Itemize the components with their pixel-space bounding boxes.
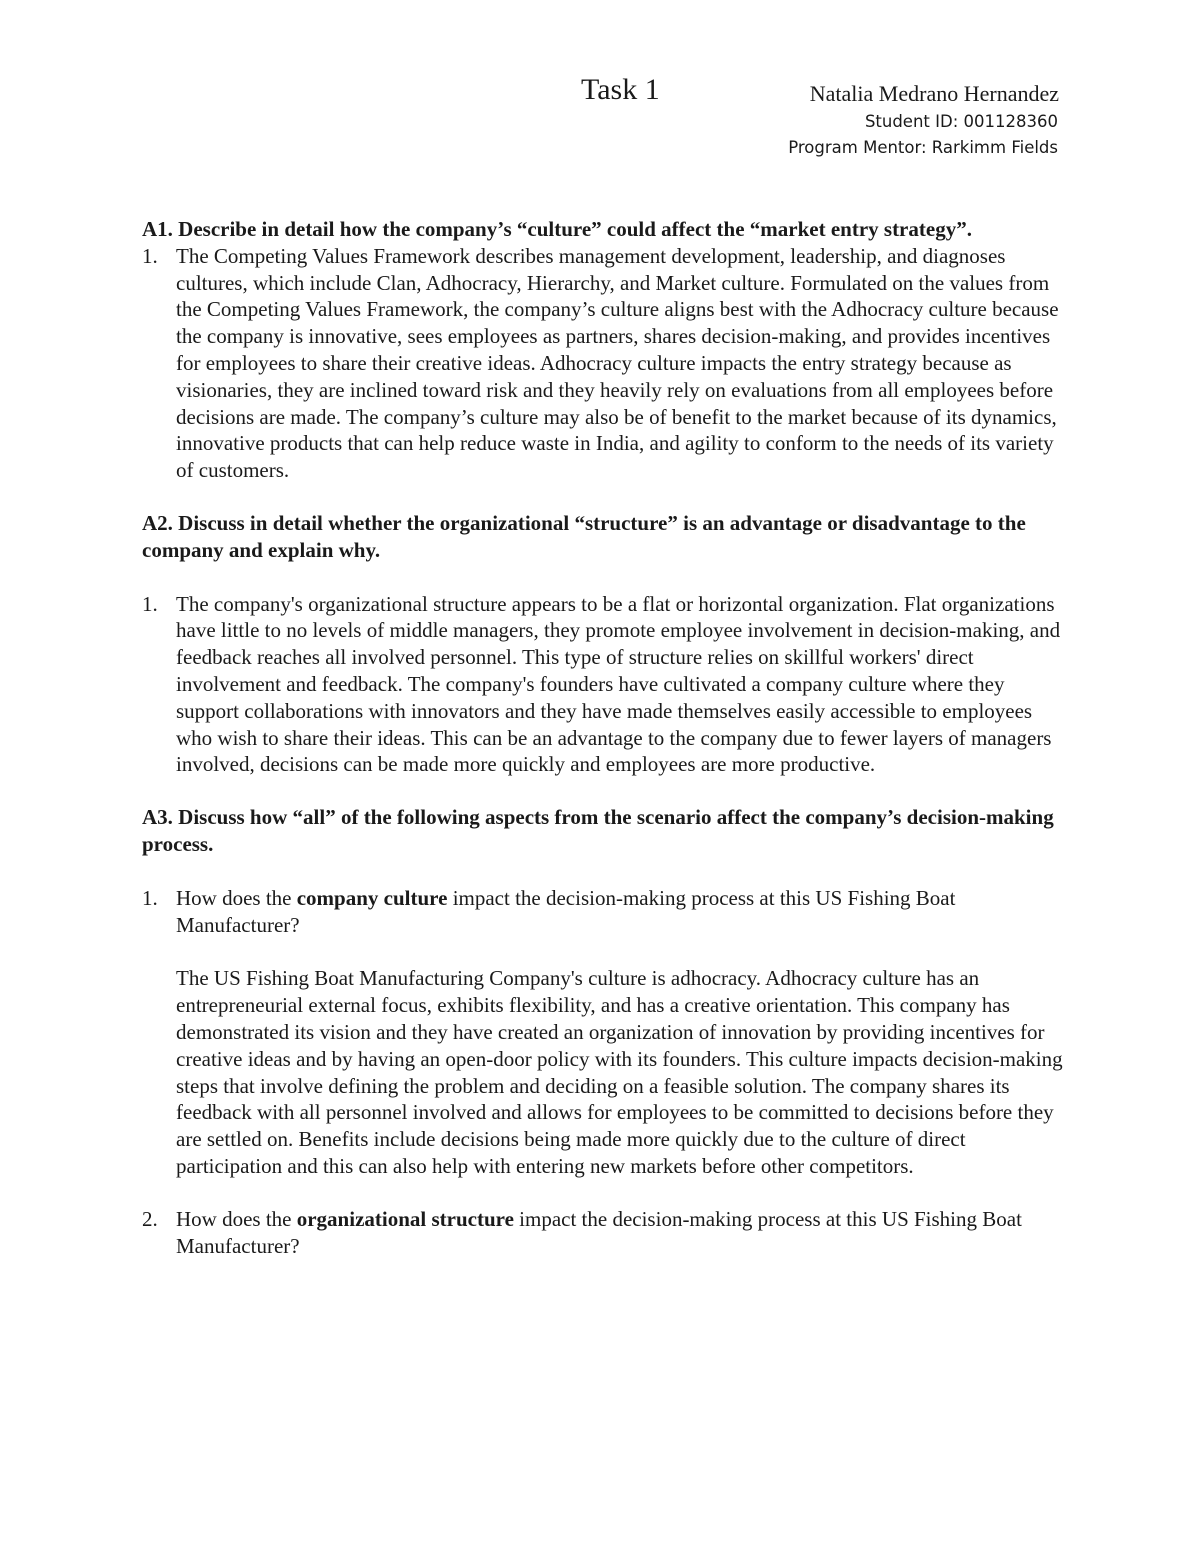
question-2-emphasis: organizational structure [296, 1206, 514, 1231]
list-number: 1. [142, 885, 158, 910]
section-a1-answer: The Competing Values Framework describes management development, leadership, and diagnoses cultures, which include Clan, Adhocracy, Hierarchy, and Market culture. Formulated on the values from the Competing Values Framework, the company’s culture aligns best with the Adhocracy culture because the company is innovative, sees employees as partners, shares decision-making, and provides incentives for employees to share their creative ideas. Adhocracy culture impacts the entry strategy because as visionaries, they are inclined toward risk and they heavily rely on evaluations from all employees before decisions are made. The company’s culture may also be of benefit to the market because of its dynamics, innovative products that can help reduce waste in India, and agility to conform to the needs of its variety of customers. [176, 243, 1059, 483]
section-a3-heading: A3. Discuss how “all” of the following aspects from the scenario affect the company’s decision-making process. [142, 805, 1054, 856]
question-1-suffix: impact the decision-making process at this US Fishing Boat Manufacturer? [176, 885, 956, 937]
question-1-text [176, 885, 1066, 939]
question-2-prefix: How does the [176, 1206, 297, 1231]
question-1-prefix: How does the [176, 885, 297, 910]
list-number: 1. [142, 243, 158, 268]
section-a3-question-2 [142, 1206, 1066, 1260]
section-a2-item [142, 591, 1066, 779]
document-title: Task 1 [581, 73, 660, 106]
question-1-emphasis: company culture [296, 885, 448, 910]
section-a2-heading: A2. Discuss in detail whether the organizational “structure” is an advantage or disadvantage to the company and explain why. [142, 510, 1026, 562]
section-a3-question-1 [142, 885, 1066, 1180]
document-body [142, 216, 1066, 1259]
list-number: 2. [142, 1206, 158, 1231]
question-2-text [176, 1206, 1066, 1260]
student-id: Student ID: 001128360 [864, 112, 1058, 131]
section-a1-item [142, 243, 1066, 484]
section-a2-answer: The company's organizational structure appears to be a flat or horizontal organization. Flat organizations have little to no levels of middle managers, they promote employee involvement in decision-making, and feedback reaches all involved personnel. This type of structure relies on skillful workers' direct involvement and feedback. The company's founders have cultivated a company culture where they support collaborations with innovators and they have made themselves easily accessible to employees who wish to share their ideas. This can be an advantage to the company due to fewer layers of managers involved, decisions can be made more quickly and employees are more productive. [176, 591, 1061, 777]
program-mentor: Program Mentor: Rarkimm Fields [788, 138, 1058, 157]
question-2-suffix: impact the decision-making process at this US Fishing Boat Manufacturer? [176, 1206, 1022, 1258]
section-a1-heading: A1. Describe in detail how the company’s “culture” could affect the “market entry strategy”. [142, 217, 972, 241]
author-name: Natalia Medrano Hernandez [809, 81, 1059, 106]
question-1-answer: The US Fishing Boat Manufacturing Company's culture is adhocracy. Adhocracy culture has an entrepreneurial external focus, exhibits flexibility, and has a creative orientation. This company has demonstrated its vision and they have created an organization of innovation by providing incentives for creative ideas and by having an open-door policy with its founders. This culture impacts decision-making steps that involve defining the problem and deciding on a feasible solution. The company shares its feedback with all personnel involved and allows for employees to be committed to decisions before they are settled on. Benefits include decisions being made more quickly due to the culture of direct participation and this can also help with entering new markets before other competitors. [176, 966, 1063, 1178]
list-number: 1. [142, 591, 158, 616]
